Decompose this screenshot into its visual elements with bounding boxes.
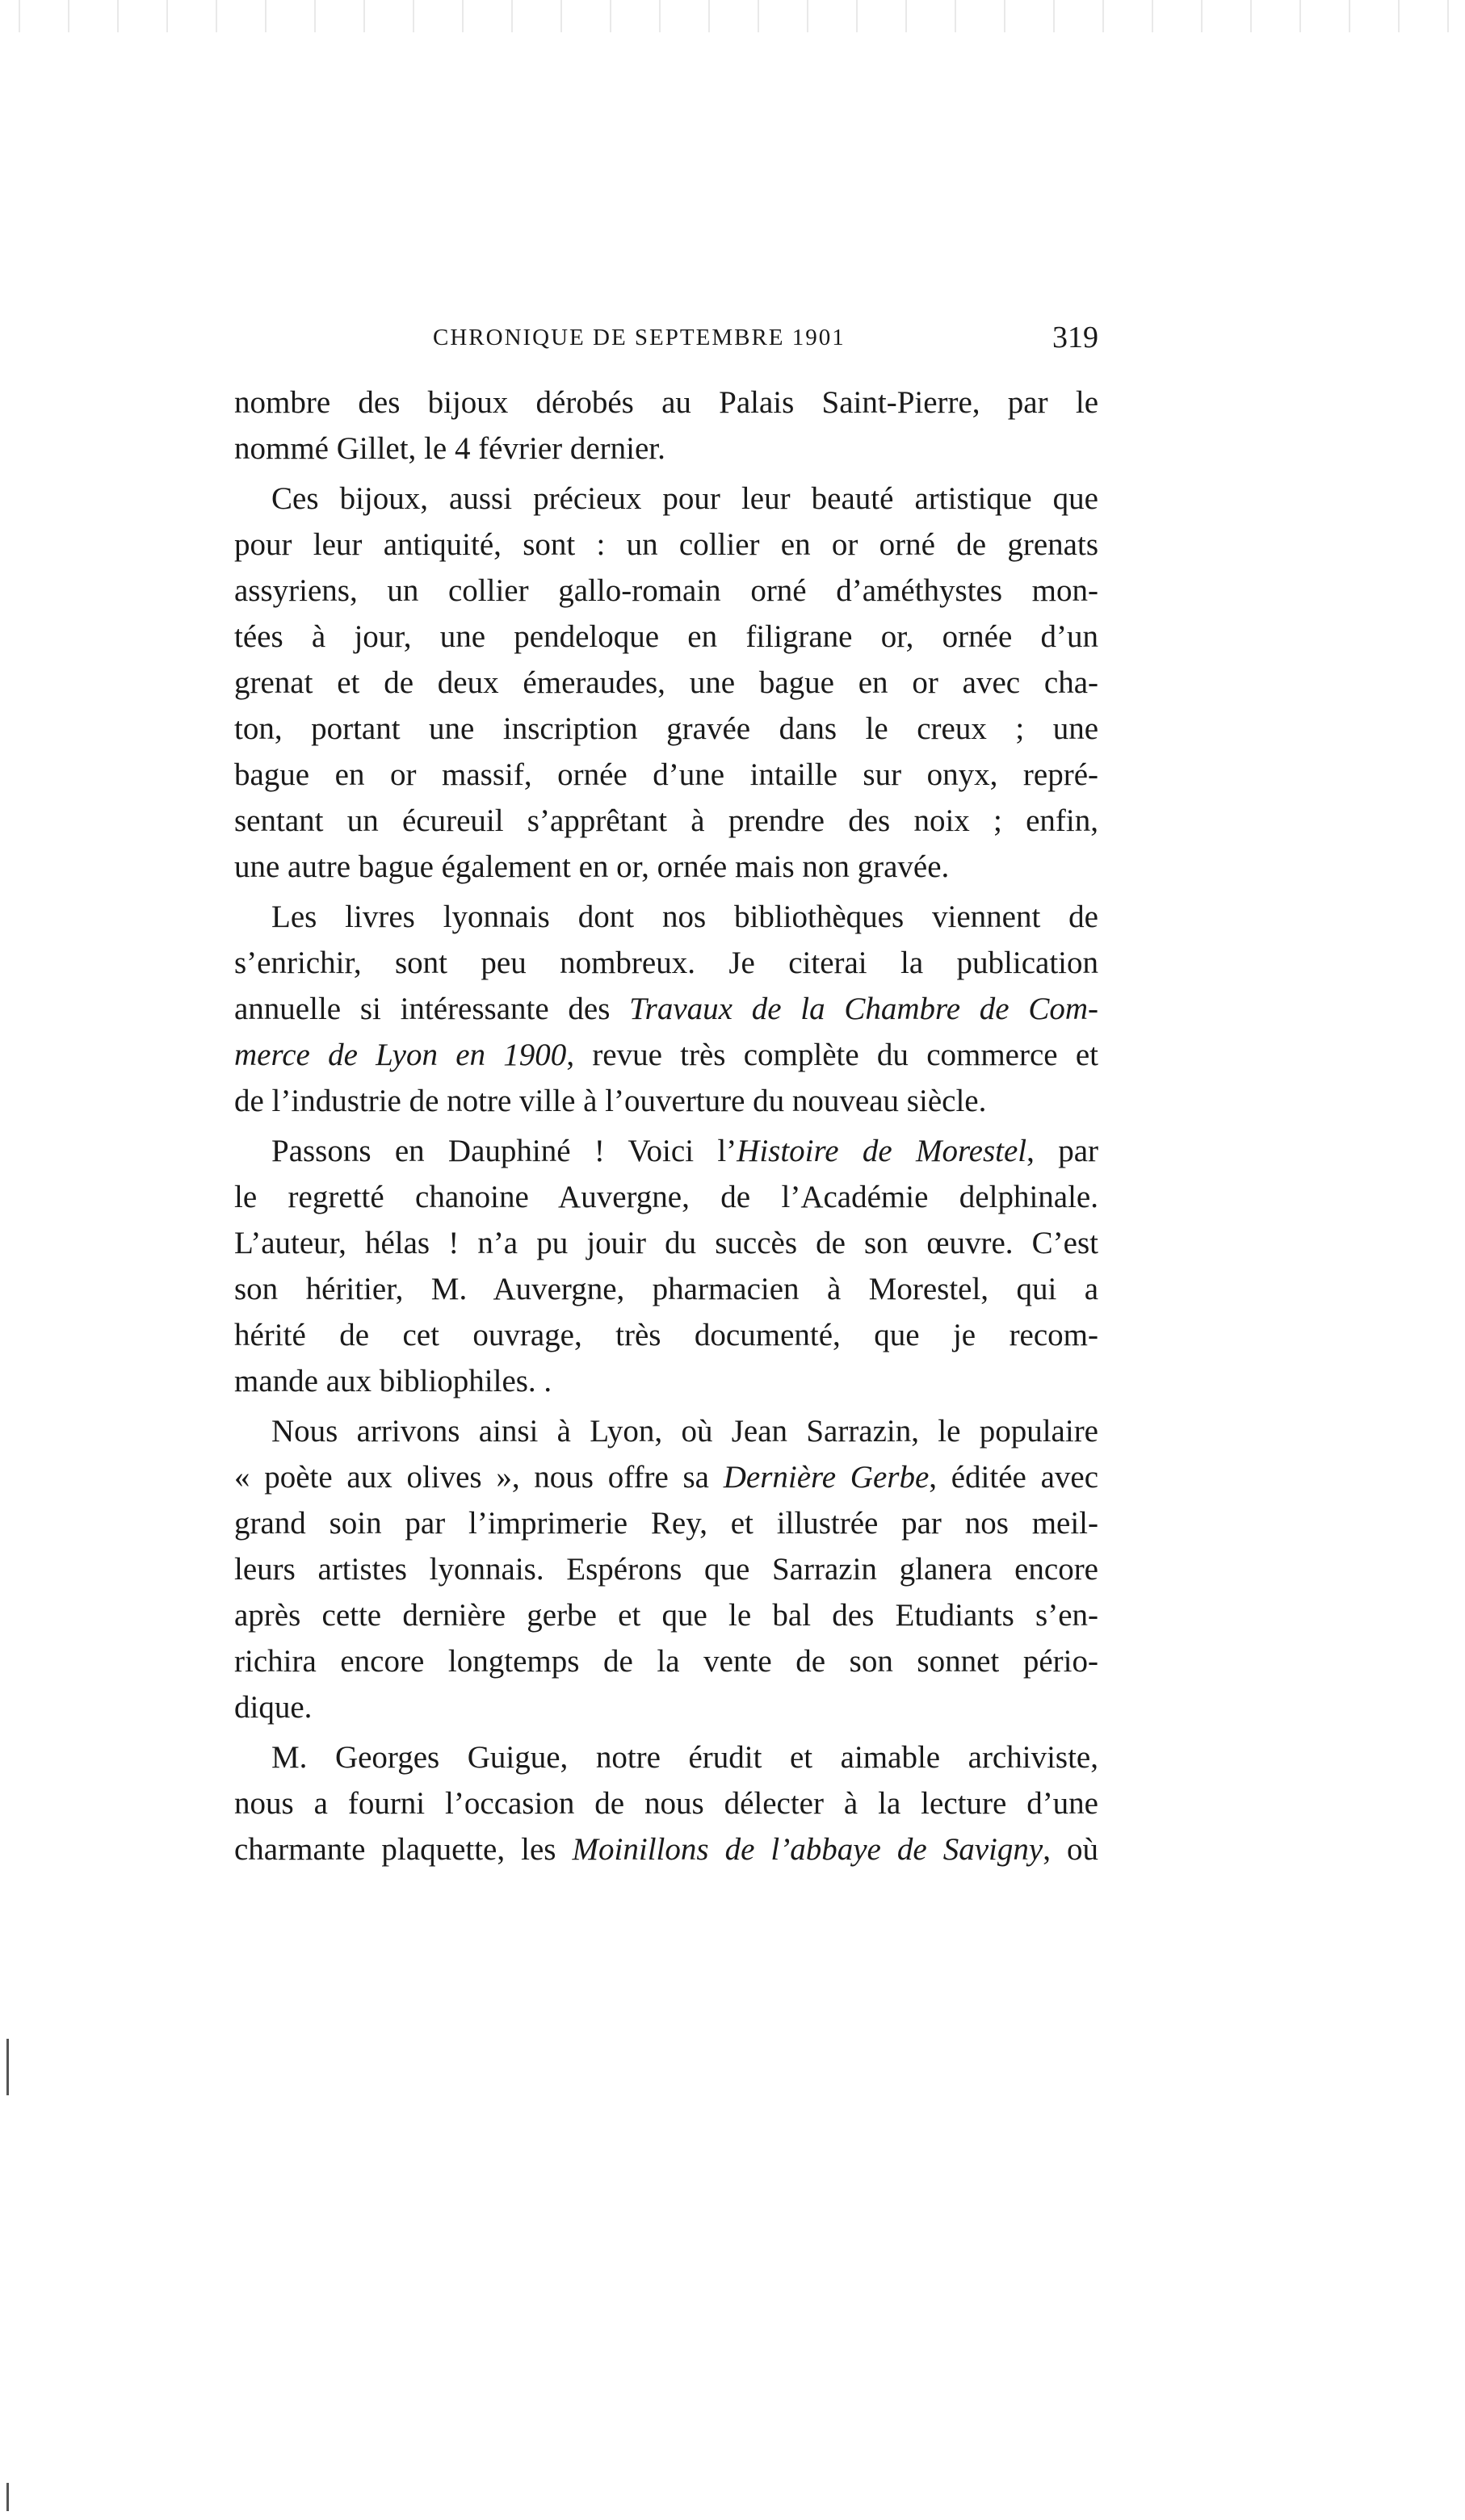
text-segment: Ces bijoux, aussi précieux pour leur beauté artistique que xyxy=(271,481,1098,516)
body-text xyxy=(234,379,1098,1876)
text-line xyxy=(234,940,1098,986)
paragraph xyxy=(234,894,1098,1124)
text-segment: Passons en Dauphiné ! Voici l’ xyxy=(271,1134,737,1168)
text-line xyxy=(234,1638,1098,1684)
paragraph xyxy=(234,379,1098,472)
text-segment: Les livres lyonnais dont nos bibliothèques viennent de xyxy=(271,899,1098,934)
text-line xyxy=(234,1128,1098,1174)
italic-title: Travaux de la Chambre de Com- xyxy=(629,992,1098,1026)
text-segment: une autre bague également en or, ornée mais non gravée. xyxy=(234,849,950,884)
scan-edge-mark xyxy=(6,2483,9,2511)
text-segment: , revue très complète du commerce et xyxy=(566,1038,1098,1072)
page-number: 319 xyxy=(1052,321,1098,354)
text-line xyxy=(234,1408,1098,1454)
text-segment: grand soin par l’imprimerie Rey, et illustrée par nos meil- xyxy=(234,1506,1098,1541)
text-segment: mande aux bibliophiles. . xyxy=(234,1364,552,1398)
text-segment: assyriens, un collier gallo-romain orné d’améthystes mon- xyxy=(234,573,1098,608)
italic-title: Dernière Gerbe xyxy=(723,1460,930,1495)
text-line xyxy=(234,614,1098,660)
text-segment: tées à jour, une pendeloque en filigrane or, ornée d’un xyxy=(234,619,1098,654)
paragraph xyxy=(234,1734,1098,1872)
text-segment: nommé Gillet, le 4 février dernier. xyxy=(234,431,665,466)
text-line xyxy=(234,1312,1098,1358)
text-line xyxy=(234,894,1098,940)
text-segment: grenat et de deux émeraudes, une bague en or avec cha- xyxy=(234,665,1098,700)
italic-title: Moinillons de l’abbaye de Savigny xyxy=(572,1832,1043,1867)
text-line xyxy=(234,1592,1098,1638)
text-segment: charmante plaquette, les xyxy=(234,1832,573,1867)
text-line xyxy=(234,1358,1098,1404)
text-segment: s’enrichir, sont peu nombreux. Je citerai la publication xyxy=(234,946,1098,980)
text-segment: son héritier, M. Auvergne, pharmacien à Morestel, qui a xyxy=(234,1272,1098,1306)
text-segment: nous a fourni l’occasion de nous délecter à la lecture d’une xyxy=(234,1786,1098,1821)
text-line xyxy=(234,798,1098,844)
italic-title: Histoire de Morestel xyxy=(737,1134,1027,1168)
text-segment: dique. xyxy=(234,1690,313,1725)
text-segment: , par xyxy=(1026,1134,1098,1168)
text-segment: sentant un écureuil s’apprêtant à prendre des noix ; enfin, xyxy=(234,803,1098,838)
scan-speckle-top xyxy=(0,0,1465,32)
text-segment: , où xyxy=(1043,1832,1099,1867)
text-segment: pour leur antiquité, sont : un collier en or orné de grenats xyxy=(234,527,1098,562)
text-line xyxy=(234,1266,1098,1312)
text-line xyxy=(234,1500,1098,1546)
text-line xyxy=(234,522,1098,568)
text-segment: de l’industrie de notre ville à l’ouverture du nouveau siècle. xyxy=(234,1084,987,1118)
text-line xyxy=(234,568,1098,614)
text-line xyxy=(234,1546,1098,1592)
text-segment: ton, portant une inscription gravée dans le creux ; une xyxy=(234,711,1098,746)
paragraph xyxy=(234,476,1098,890)
text-segment: après cette dernière gerbe et que le bal des Etudiants s’en- xyxy=(234,1598,1098,1633)
text-segment: richira encore longtemps de la vente de son sonnet pério- xyxy=(234,1644,1098,1679)
text-line xyxy=(234,379,1098,426)
text-line xyxy=(234,1780,1098,1826)
text-segment: annuelle si intéressante des xyxy=(234,992,630,1026)
text-line xyxy=(234,1826,1098,1872)
text-segment: M. Georges Guigue, notre érudit et aimable archiviste, xyxy=(271,1740,1098,1775)
running-title: CHRONIQUE DE SEPTEMBRE 1901 xyxy=(433,325,846,350)
italic-title: merce de Lyon en 1900 xyxy=(234,1038,567,1072)
text-line xyxy=(234,1220,1098,1266)
text-line xyxy=(234,660,1098,706)
text-line xyxy=(234,1078,1098,1124)
text-segment: L’auteur, hélas ! n’a pu jouir du succès de son œuvre. C’est xyxy=(234,1226,1098,1260)
text-line xyxy=(234,476,1098,522)
text-segment: Nous arrivons ainsi à Lyon, où Jean Sarrazin, le populaire xyxy=(271,1414,1098,1449)
text-segment: « poète aux olives », nous offre sa xyxy=(234,1460,724,1495)
page-header xyxy=(433,320,1098,360)
paragraph xyxy=(234,1408,1098,1730)
text-line xyxy=(234,752,1098,798)
text-line xyxy=(234,1174,1098,1220)
text-line xyxy=(234,1454,1098,1500)
scan-edge-mark xyxy=(6,2039,9,2095)
text-segment: nombre des bijoux dérobés au Palais Saint-Pierre, par le xyxy=(234,385,1098,420)
text-line xyxy=(234,706,1098,752)
text-line xyxy=(234,426,1098,472)
text-line xyxy=(234,844,1098,890)
paragraph xyxy=(234,1128,1098,1404)
text-segment: leurs artistes lyonnais. Espérons que Sarrazin glanera encore xyxy=(234,1552,1098,1587)
text-line xyxy=(234,986,1098,1032)
text-segment: bague en or massif, ornée d’une intaille sur onyx, repré- xyxy=(234,757,1098,792)
text-line xyxy=(234,1684,1098,1730)
text-line xyxy=(234,1734,1098,1780)
text-segment: le regretté chanoine Auvergne, de l’Académie delphinale. xyxy=(234,1180,1098,1214)
text-line xyxy=(234,1032,1098,1078)
text-segment: , éditée avec xyxy=(929,1460,1099,1495)
text-segment: hérité de cet ouvrage, très documenté, que je recom- xyxy=(234,1318,1098,1352)
